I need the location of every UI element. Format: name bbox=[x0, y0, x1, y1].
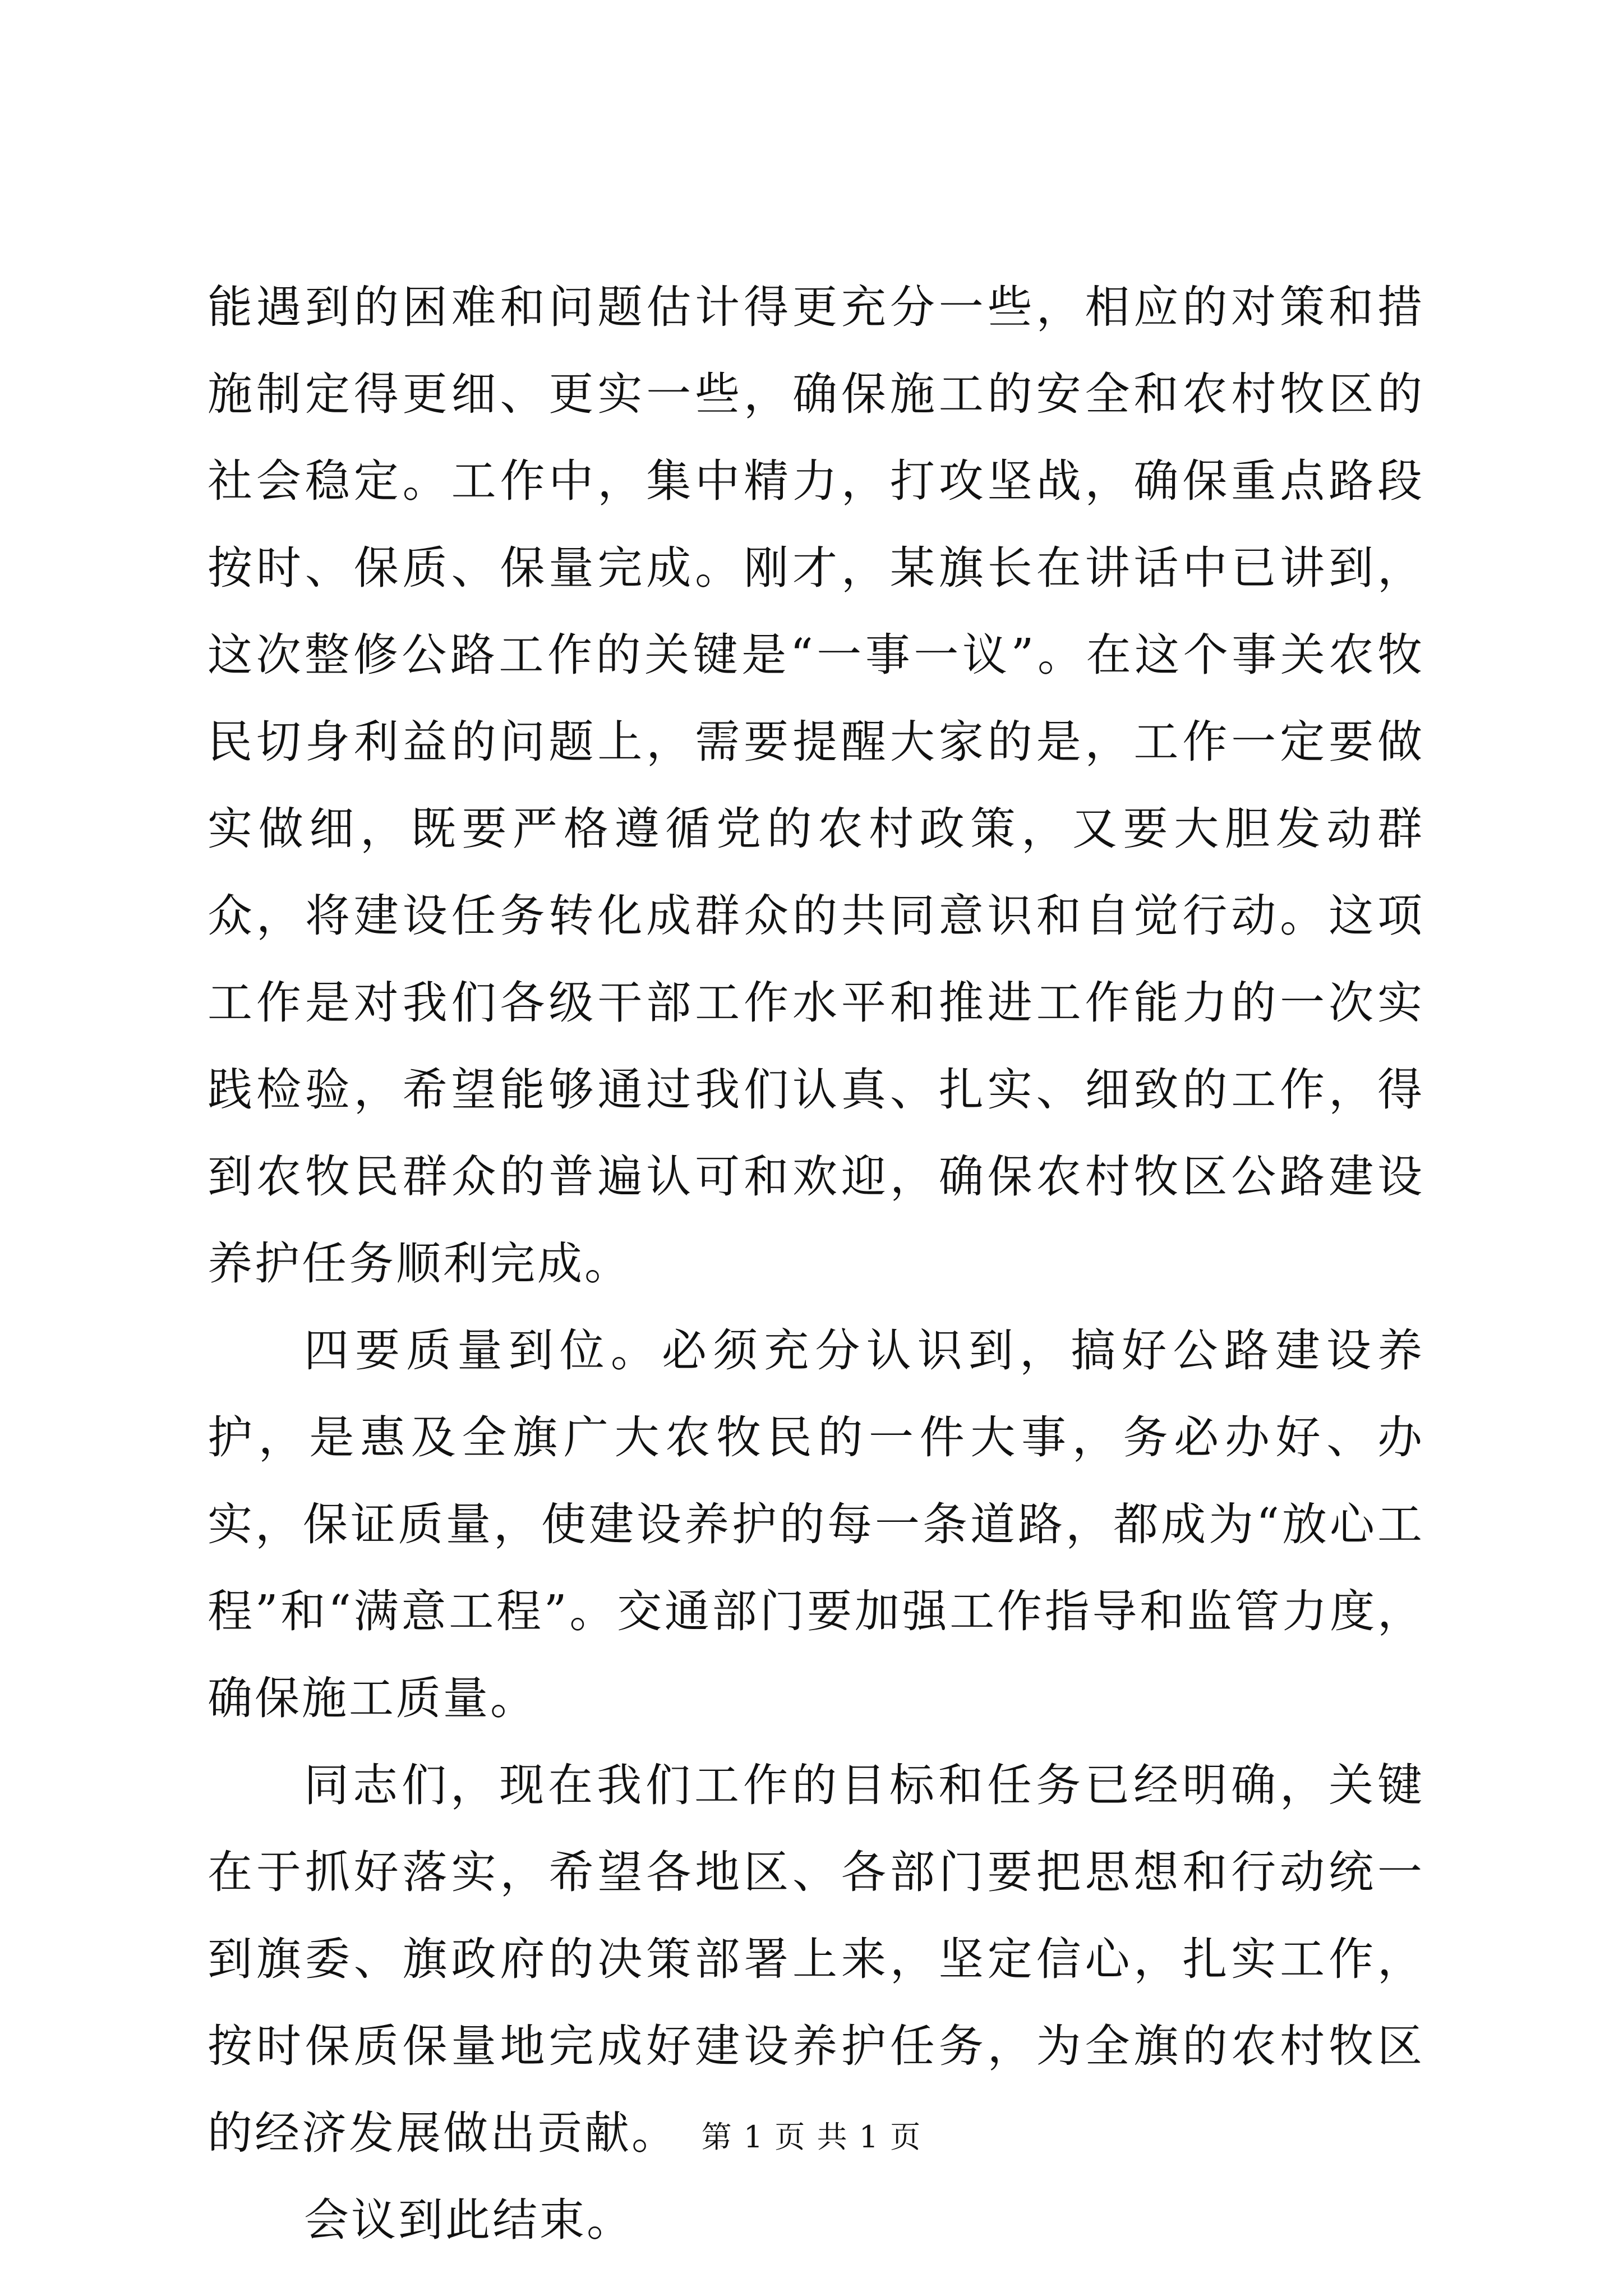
document-body bbox=[208, 264, 1424, 2263]
paragraph-comrades: 同志们，现在我们工作的目标和任务已经明确，关键在于抓好落实，希望各地区、各部门要把思想和行动统一到旗委、旗政府的决策部署上来，坚定信心，扎实工作，按时保质保量地完成好建设养护任务，为全旗的农村牧区的经济发展做出贡献。 bbox=[208, 1759, 1424, 2159]
page-footer: 第 1 页 共 1 页 bbox=[701, 2119, 922, 2155]
paragraph-continuation: 能遇到的困难和问题估计得更充分一些，相应的对策和措施制定得更细、更实一些，确保施工的安全和农村牧区的社会稳定。工作中，集中精力，打攻坚战，确保重点路段按时、保质、保量完成。刚才，某旗长在讲话中已讲到，这次整修公路工作的关键是“一事一议”。在这个事关农牧民切身利益的问题上，需要提醒大家的是，工作一定要做实做细，既要严格遵循党的农村政策，又要大胆发动群众，将建设任务转化成群众的共同意识和自觉行动。这项工作是对我们各级干部工作水平和推进工作能力的一次实践检验，希望能够通过我们认真、扎实、细致的工作，得到农牧民群众的普遍认可和欢迎，确保农村牧区公路建设养护任务顺利完成。 bbox=[208, 281, 1424, 1290]
paragraph-quality: 四要质量到位。必须充分认识到，搞好公路建设养护，是惠及全旗广大农牧民的一件大事，务必办好、办实，保证质量，使建设养护的每一条道路，都成为“放心工程”和“满意工程”。交通部门要加强工作指导和监管力度，确保施工质量。 bbox=[208, 1324, 1424, 1724]
paragraph-closing: 会议到此结束。 bbox=[304, 2194, 634, 2246]
